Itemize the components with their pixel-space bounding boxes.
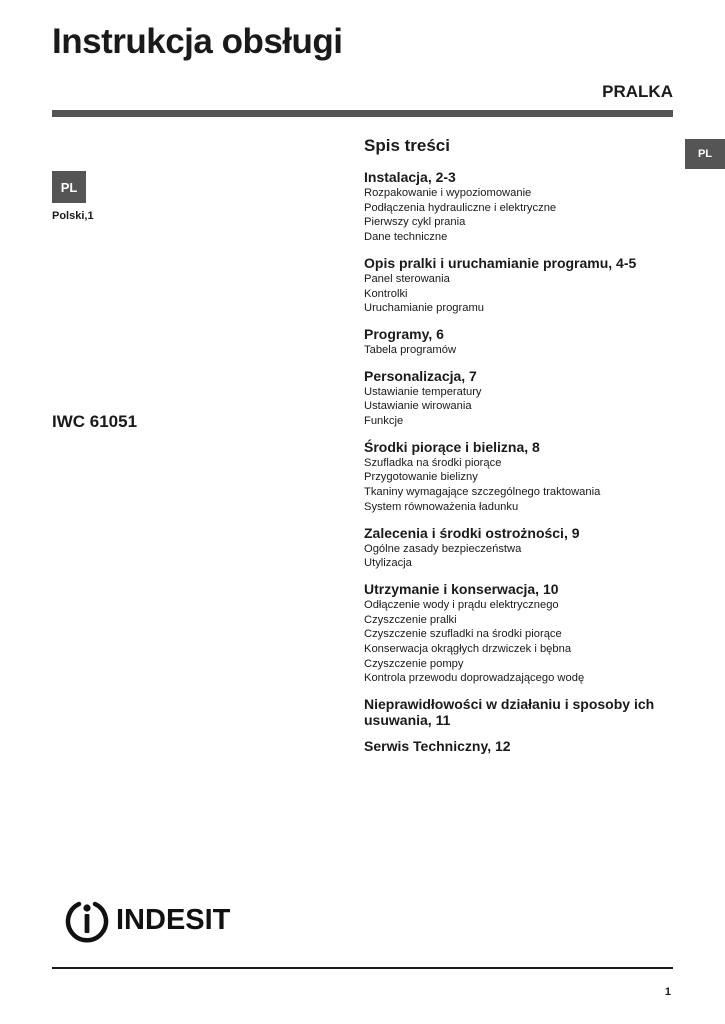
language-page-link: Polski,1 <box>52 210 94 222</box>
toc-section-heading[interactable]: Zalecenia i środki ostrożności, 9 <box>364 524 580 541</box>
brand-name: INDESIT <box>116 903 231 936</box>
language-side-tab: PL <box>685 139 725 169</box>
toc-item[interactable]: Dane techniczne <box>364 231 448 244</box>
toc-section-heading[interactable]: Programy, 6 <box>364 325 444 342</box>
toc-item[interactable]: Ustawianie wirowania <box>364 400 472 413</box>
toc-item[interactable]: Uruchamianie programu <box>364 302 485 315</box>
toc-section-heading[interactable]: Opis pralki i uruchamianie programu, 4-5 <box>364 254 637 271</box>
toc-item[interactable]: Pierwszy cykl prania <box>364 216 466 229</box>
toc-section <box>364 439 674 515</box>
page-title: Instrukcja obsługi <box>52 22 343 61</box>
toc-section-heading[interactable]: Serwis Techniczny, 12 <box>364 738 511 755</box>
toc-section-heading[interactable]: Personalizacja, 7 <box>364 367 477 384</box>
toc-item[interactable]: Czyszczenie pralki <box>364 613 457 626</box>
model-number: IWC 61051 <box>52 412 138 431</box>
toc-section-heading[interactable]: Utrzymanie i konserwacja, 10 <box>364 580 559 597</box>
toc-section <box>364 368 674 429</box>
brand-logo <box>64 897 230 943</box>
toc-title: Spis treści <box>364 136 450 155</box>
toc-section-heading[interactable]: Środki piorące i bielizna, 8 <box>364 438 540 455</box>
toc-section <box>364 581 674 686</box>
toc-item[interactable]: System równoważenia ładunku <box>364 500 519 513</box>
toc-section <box>364 326 674 358</box>
toc-section <box>364 525 674 571</box>
toc-item[interactable]: Rozpakowanie i wypoziomowanie <box>364 187 532 199</box>
product-type: PRALKA <box>602 82 673 101</box>
header-divider <box>52 110 673 117</box>
toc-item[interactable]: Panel sterowania <box>364 272 450 285</box>
toc-item[interactable]: Szufladka na środki piorące <box>364 456 502 469</box>
toc-section <box>364 696 674 728</box>
toc-item[interactable]: Utylizacja <box>364 557 412 570</box>
page-number: 1 <box>664 986 671 998</box>
toc-section-heading[interactable]: Nieprawidłowości w działaniu i sposoby ich usuwania, 11 <box>364 696 655 729</box>
table-of-contents <box>364 136 674 764</box>
indesit-logo-icon <box>64 897 110 943</box>
toc-item[interactable]: Funkcje <box>364 415 404 428</box>
toc-item[interactable]: Tabela programów <box>364 343 457 356</box>
toc-item[interactable]: Kontrola przewodu doprowadzającego wodę <box>364 672 585 685</box>
toc-item[interactable]: Konserwacja okrągłych drzwiczek i bębna <box>364 643 572 656</box>
toc-item[interactable]: Podłączenia hydrauliczne i elektryczne <box>364 201 557 214</box>
language-badge: PL <box>52 171 86 203</box>
footer-divider <box>52 967 673 969</box>
toc-item[interactable]: Ogólne zasady bezpieczeństwa <box>364 542 522 555</box>
toc-item[interactable]: Przygotowanie bielizny <box>364 471 478 484</box>
toc-section-heading[interactable]: Instalacja, 2-3 <box>364 169 456 185</box>
toc-sections <box>364 169 674 754</box>
toc-item[interactable]: Odłączenie wody i prądu elektrycznego <box>364 598 559 611</box>
toc-item[interactable]: Ustawianie temperatury <box>364 385 482 398</box>
toc-section <box>364 169 674 245</box>
toc-section <box>364 738 674 754</box>
toc-item[interactable]: Czyszczenie szufladki na środki piorące <box>364 628 562 641</box>
toc-item[interactable]: Tkaniny wymagające szczególnego traktowania <box>364 486 601 499</box>
toc-item[interactable]: Kontrolki <box>364 287 408 300</box>
toc-section <box>364 255 674 316</box>
toc-item[interactable]: Czyszczenie pompy <box>364 657 464 670</box>
